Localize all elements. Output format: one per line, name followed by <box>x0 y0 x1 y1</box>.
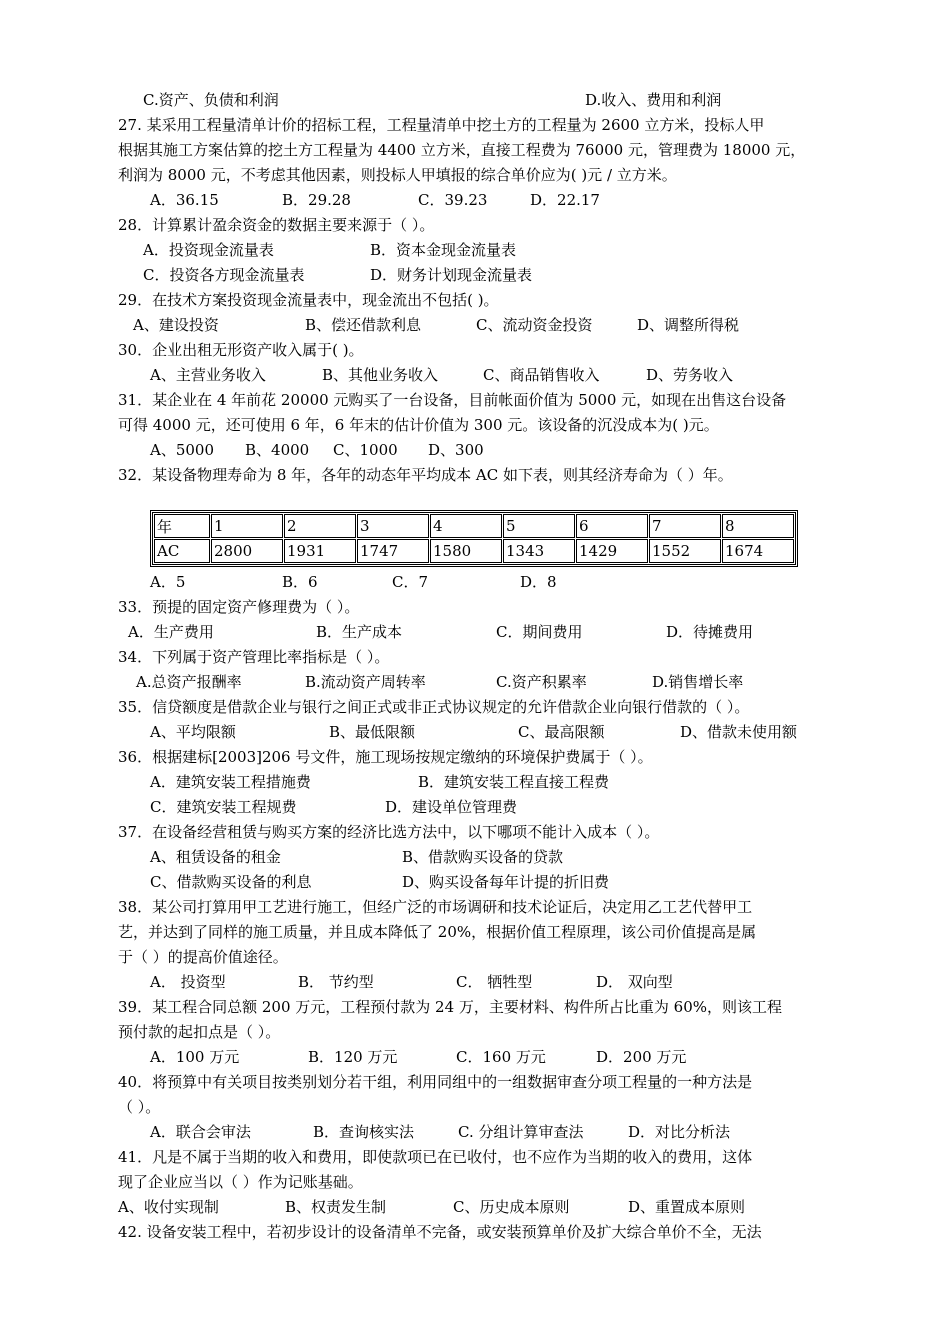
option-b: B、其他业务收入 <box>322 366 439 384</box>
q27-line2: 根据其施工方案估算的挖土方工程量为 4400 立方米，直接工程费为 76000 元，管理费为 18000 元， <box>118 141 806 159</box>
option-b: B.流动资产周转率 <box>305 673 426 691</box>
option-d: D、调整所得税 <box>637 316 740 334</box>
q32-stem: 32．某设备物理寿命为 8 年，各年的动态年平均成本 AC 如下表，则其经济寿命为（ ）年。 <box>118 466 733 484</box>
option-b: B． 节约型 <box>298 973 374 991</box>
q28-stem: 28．计算累计盈余资金的数据主要来源于（ ）。 <box>118 216 435 234</box>
option-b: B．29.28 <box>282 191 351 209</box>
option-a: A．5 <box>150 573 186 591</box>
q35-stem: 35．信贷额度是借款企业与银行之间正式或非正式协议规定的允许借款企业向银行借款的（ ）。 <box>118 698 750 716</box>
q31-line1: 31．某企业在 4 年前花 20000 元购买了一台设备，目前帐面价值为 5000 元，如现在出售这台设备 <box>118 391 787 409</box>
ac-table <box>150 510 798 567</box>
option-b: B．6 <box>282 573 318 591</box>
option-a: A．36.15 <box>150 191 219 209</box>
table-cell: 1552 <box>649 539 721 563</box>
option-c: C、最高限额 <box>518 723 605 741</box>
q30-stem: 30．企业出租无形资产收入属于( )。 <box>118 341 364 359</box>
q38-line3: 于（ ）的提高价值途径。 <box>118 948 288 966</box>
table-cell: 1 <box>211 514 283 538</box>
option-b: B．120 万元 <box>308 1048 398 1066</box>
option-c: C、流动资金投资 <box>476 316 593 334</box>
option-d: D． 双向型 <box>596 973 673 991</box>
table-cell: 1580 <box>430 539 502 563</box>
option-a: A、主营业务收入 <box>150 366 266 384</box>
option-a: A．100 万元 <box>150 1048 240 1066</box>
option-d: D、300 <box>428 441 484 459</box>
table-cell: 1674 <box>722 539 794 563</box>
option-a: A、租赁设备的租金 <box>150 848 281 866</box>
q40-line2: （ ）。 <box>118 1098 161 1116</box>
option-d: D．建设单位管理费 <box>385 798 518 816</box>
table-cell: AC <box>154 539 210 563</box>
option-a: A.总资产报酬率 <box>136 673 242 691</box>
option-a: A、建设投资 <box>133 316 219 334</box>
option-a: A、平均限额 <box>150 723 236 741</box>
table-cell: 3 <box>357 514 429 538</box>
option-c: C． 牺牲型 <box>456 973 533 991</box>
table-cell: 7 <box>649 514 721 538</box>
option-d: D．财务计划现金流量表 <box>370 266 533 284</box>
q40-line1: 40．将预算中有关项目按类别划分若干组，利用同组中的一组数据审查分项工程量的一种方法是 <box>118 1073 753 1091</box>
option-d: D．8 <box>520 573 557 591</box>
option-c: C．投资各方现金流量表 <box>143 266 305 284</box>
option-a: A． 投资型 <box>150 973 226 991</box>
q36-stem: 36．根据建标[2003]206 号文件，施工现场按规定缴纳的环境保护费属于（ ）。 <box>118 748 653 766</box>
option-c: C．7 <box>392 573 429 591</box>
table-header-row <box>154 514 794 538</box>
q27-line1: 27. 某采用工程量清单计价的招标工程，工程量清单中挖土方的工程量为 2600 立方米，投标人甲 <box>118 116 765 134</box>
table-row <box>154 539 794 563</box>
q31-line2: 可得 4000 元，还可使用 6 年，6 年末的估计价值为 300 元。该设备的沉没成本为( )元。 <box>118 416 719 434</box>
option-c: C、借款购买设备的利息 <box>150 873 312 891</box>
q38-line1: 38．某公司打算用甲工艺进行施工，但经广泛的市场调研和技术论证后，决定用乙工艺代替甲工 <box>118 898 753 916</box>
option-b: B．资本金现金流量表 <box>370 241 517 259</box>
table-cell: 1343 <box>503 539 575 563</box>
table-cell: 6 <box>576 514 648 538</box>
option-b: B、偿还借款利息 <box>305 316 422 334</box>
option-b: B．生产成本 <box>316 623 403 641</box>
option-c: C.资产、负债和利润 <box>143 91 279 109</box>
option-b: B、权责发生制 <box>285 1198 387 1216</box>
table-cell: 2 <box>284 514 356 538</box>
q29-stem: 29．在技术方案投资现金流量表中，现金流出不包括( )。 <box>118 291 499 309</box>
table-cell: 4 <box>430 514 502 538</box>
option-c: C. 分组计算审查法 <box>458 1123 584 1141</box>
option-d: D．对比分析法 <box>628 1123 731 1141</box>
q37-stem: 37．在设备经营租赁与购买方案的经济比选方法中，以下哪项不能计入成本（ ）。 <box>118 823 660 841</box>
option-c: C.资产积累率 <box>496 673 587 691</box>
option-b: B、借款购买设备的贷款 <box>402 848 564 866</box>
table-cell: 1747 <box>357 539 429 563</box>
option-c: C．建筑安装工程规费 <box>150 798 297 816</box>
option-a: A、5000 <box>150 441 215 459</box>
table-cell: 5 <box>503 514 575 538</box>
q39-line2: 预付款的起扣点是（ ）。 <box>118 1023 281 1041</box>
option-d: D、购买设备每年计提的折旧费 <box>402 873 610 891</box>
option-d: D.收入、费用和利润 <box>585 91 722 109</box>
option-a: A．联合会审法 <box>150 1123 251 1141</box>
q38-line2: 艺，并达到了同样的施工质量，并且成本降低了 20%，根据价值工程原理，该公司价值提高是属 <box>118 923 757 941</box>
q42-line1: 42. 设备安装工程中，若初步设计的设备清单不完备，或安装预算单价及扩大综合单价不全，无法 <box>118 1223 762 1241</box>
option-a: A．建筑安装工程措施费 <box>150 773 311 791</box>
option-d: D、借款未使用额 <box>680 723 798 741</box>
option-a: A．生产费用 <box>128 623 214 641</box>
table-cell: 8 <box>722 514 794 538</box>
option-c: C、历史成本原则 <box>453 1198 570 1216</box>
option-b: B．查询核实法 <box>313 1123 415 1141</box>
option-d: D、劳务收入 <box>646 366 734 384</box>
option-c: C．39.23 <box>418 191 488 209</box>
option-d: D.销售增长率 <box>652 673 744 691</box>
option-c: C．160 万元 <box>456 1048 546 1066</box>
table-cell: 1931 <box>284 539 356 563</box>
option-d: D．200 万元 <box>596 1048 687 1066</box>
option-d: D．22.17 <box>530 191 600 209</box>
option-c: C、商品销售收入 <box>483 366 600 384</box>
q27-line3: 利润为 8000 元，不考虑其他因素，则投标人甲填报的综合单价应为( )元 / 立方米。 <box>118 166 677 184</box>
option-c: C．期间费用 <box>496 623 583 641</box>
q41-line1: 41．凡是不属于当期的收入和费用，即使款项已在已收付，也不应作为当期的收入的费用，这体 <box>118 1148 753 1166</box>
option-a: A、收付实现制 <box>118 1198 219 1216</box>
q33-stem: 33．预提的固定资产修理费为（ ）。 <box>118 598 360 616</box>
table-cell: 年 <box>154 514 210 538</box>
option-d: D、重置成本原则 <box>628 1198 746 1216</box>
q41-line2: 现了企业应当以（ ）作为记账基础。 <box>118 1173 363 1191</box>
option-c: C、1000 <box>333 441 398 459</box>
option-a: A．投资现金流量表 <box>143 241 274 259</box>
option-b: B、最低限额 <box>329 723 416 741</box>
option-b: B．建筑安装工程直接工程费 <box>418 773 610 791</box>
table-cell: 1429 <box>576 539 648 563</box>
option-b: B、4000 <box>245 441 310 459</box>
q34-stem: 34．下列属于资产管理比率指标是（ ）。 <box>118 648 390 666</box>
option-d: D．待摊费用 <box>666 623 754 641</box>
table-cell: 2800 <box>211 539 283 563</box>
q39-line1: 39．某工程合同总额 200 万元，工程预付款为 24 万，主要材料、构件所占比重为 60%，则该工程 <box>118 998 782 1016</box>
